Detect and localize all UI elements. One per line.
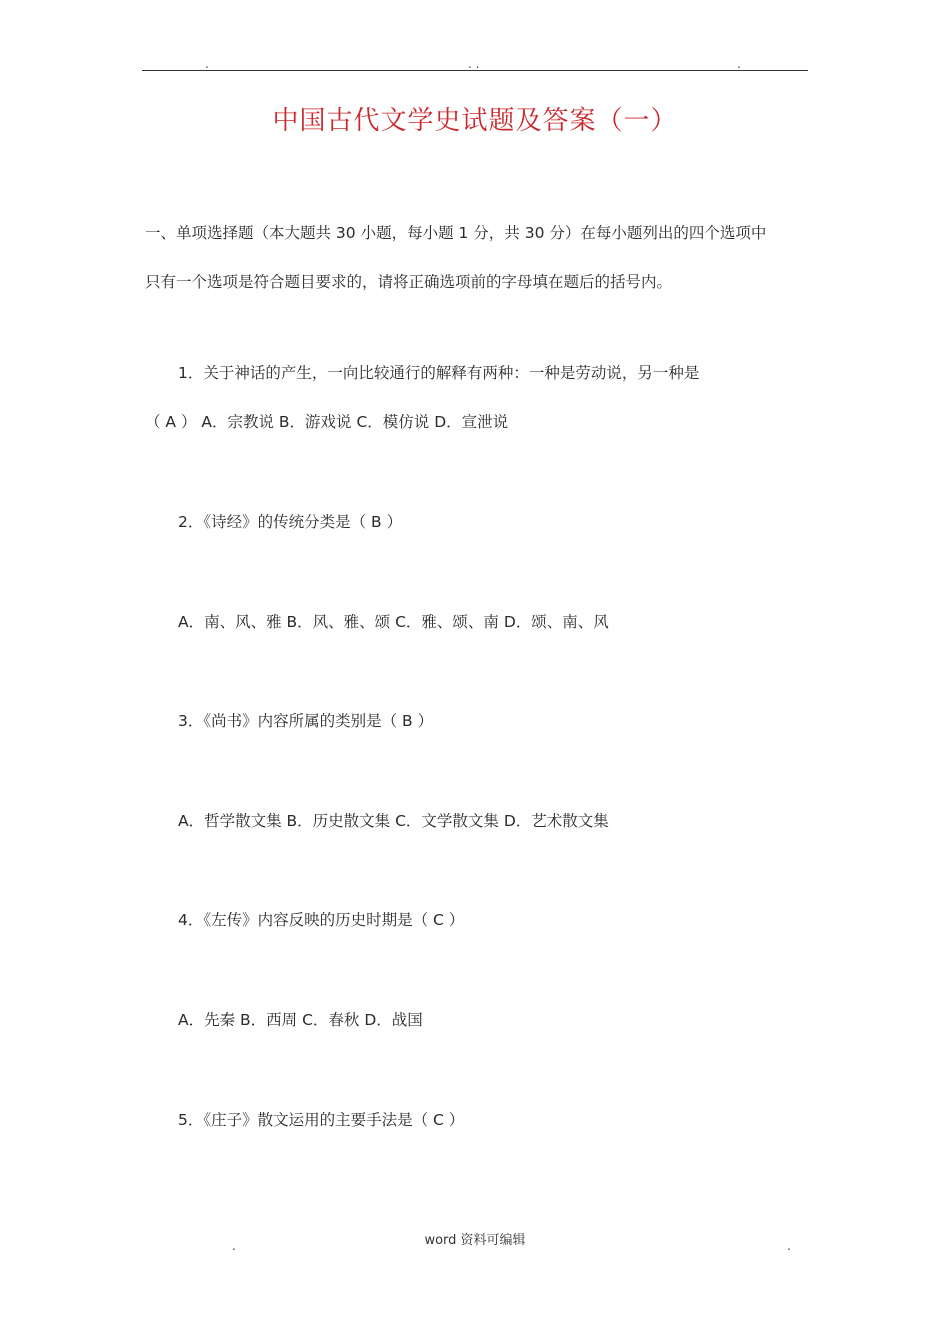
question-2-stem: 2．《诗经》的传统分类是（ B ） xyxy=(178,513,403,531)
footer-dot-right: . xyxy=(787,1239,791,1253)
section-intro-line-2: 只有一个选项是符合题目要求的，请将正确选项前的字母填在题后的括号内。 xyxy=(145,273,673,291)
document-title: 中国古代文学史试题及答案（一） xyxy=(272,106,678,136)
footer-dot-left: . xyxy=(232,1239,236,1253)
section-intro-line-1: 一、单项选择题（本大题共 30 小题，每小题 1 分，共 30 分）在每小题列出的四个选项中 xyxy=(145,224,767,242)
header-rule xyxy=(142,70,808,71)
question-1-options: （ A ） A．宗教说 B．游戏说 C．模仿说 D．宣泄说 xyxy=(145,413,509,431)
header-dot-center: . . xyxy=(468,57,480,71)
header-dot-left: . xyxy=(205,57,209,71)
question-2-options: A．南、风、雅 B．风、雅、颂 C．雅、颂、南 D．颂、南、风 xyxy=(178,613,609,631)
question-3-options: A．哲学散文集 B．历史散文集 C．文学散文集 D．艺术散文集 xyxy=(178,812,609,830)
question-3-stem: 3．《尚书》内容所属的类别是（ B ） xyxy=(178,712,434,730)
question-4-stem: 4．《左传》内容反映的历史时期是（ C ） xyxy=(178,911,465,929)
footer-caption: word 资料可编辑 xyxy=(424,1233,526,1248)
header-dot-right: . xyxy=(737,57,741,71)
question-5-stem: 5．《庄子》散文运用的主要手法是（ C ） xyxy=(178,1111,465,1129)
question-1-stem: 1．关于神话的产生，一向比较通行的解释有两种：一种是劳动说，另一种是 xyxy=(178,364,700,382)
question-4-options: A．先秦 B．西周 C．春秋 D．战国 xyxy=(178,1011,423,1029)
